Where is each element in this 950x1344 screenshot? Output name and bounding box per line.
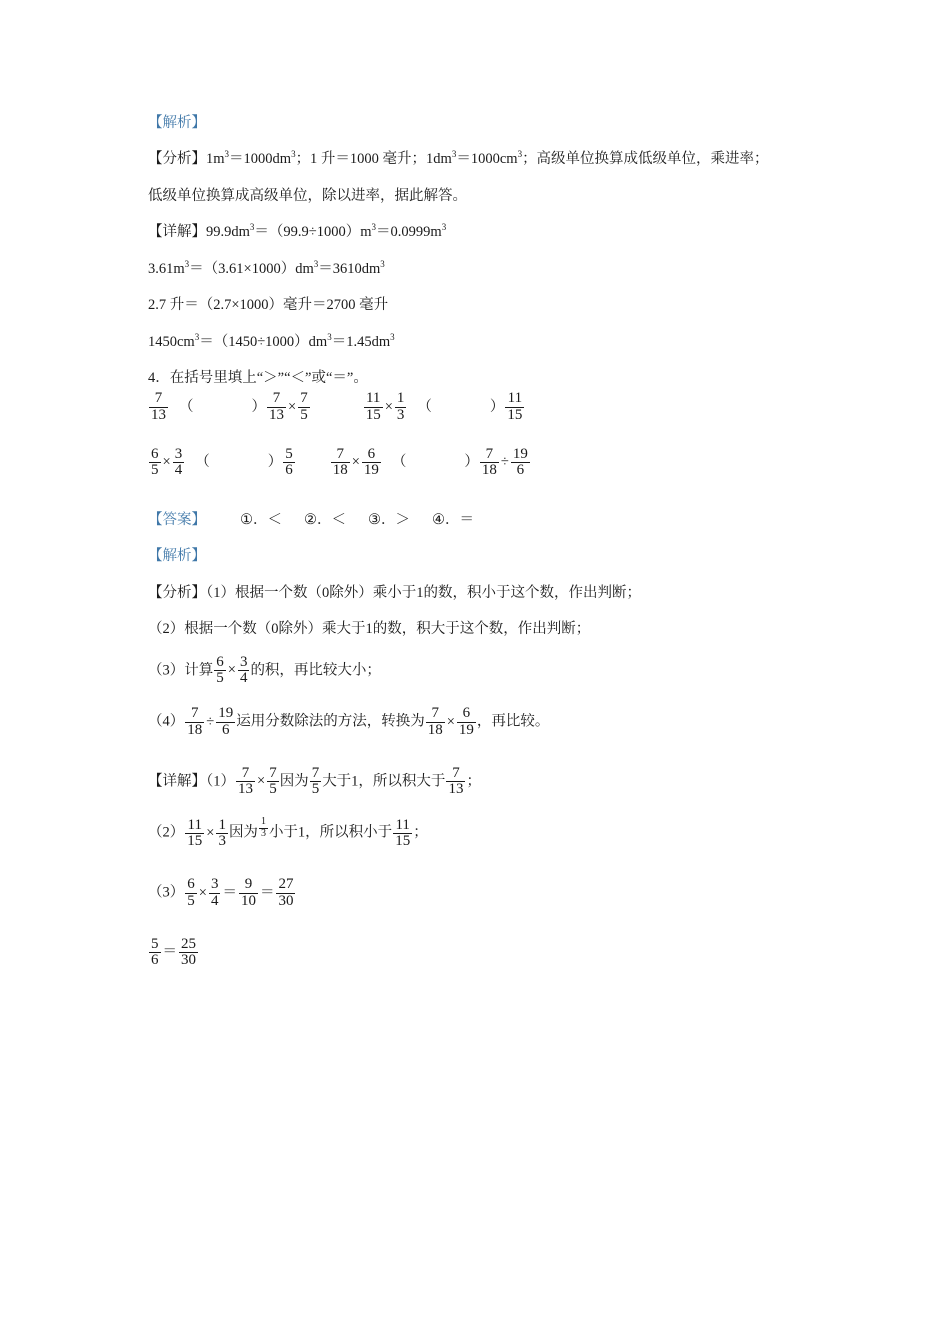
fenxi-a: 1m <box>206 151 225 168</box>
spacer <box>148 207 808 221</box>
section2-detail-4 <box>148 937 808 969</box>
q4-r2-times-1: × <box>162 454 171 471</box>
section2-fenxi-2: （2）根据一个数（0除外）乘大于1的数，积大于这个数，作出判断； <box>148 621 591 638</box>
detail2-prefix: （2） <box>148 825 185 842</box>
section1-calc3: 2.7 升＝（2.7×1000）毫升＝2700 毫升 <box>148 297 389 314</box>
denominator: 30 <box>278 892 294 909</box>
calc1-rhs-sup: 3 <box>441 222 447 233</box>
denominator: 10 <box>240 892 256 909</box>
fenxi4-frac-2 <box>216 706 235 738</box>
numerator: 11 <box>364 391 383 407</box>
detail1-suffix: ； <box>466 773 481 790</box>
detail2-suffix: ； <box>413 825 428 842</box>
numerator: 5 <box>285 445 293 462</box>
q4-r1-frac-rb <box>505 391 524 423</box>
answer-row <box>148 509 808 531</box>
numerator: 7 <box>300 390 308 407</box>
calc1-rhs: ＝0.0999m <box>376 224 442 241</box>
detail2-frac-4 <box>393 818 412 850</box>
numerator: 25 <box>181 935 196 952</box>
numerator: 7 <box>269 764 277 781</box>
denominator: 13 <box>238 781 253 798</box>
numerator: 6 <box>187 876 195 893</box>
fenxi3-prefix: （3）计算 <box>148 662 214 679</box>
answer-label-1: ①． <box>240 511 268 528</box>
numerator: 5 <box>151 935 159 952</box>
fenxi4-frac-1 <box>185 706 204 738</box>
fenxi-a-sup: 3 <box>224 149 230 160</box>
calc2-lhs-sup: 3 <box>184 259 190 270</box>
detail4-frac-1 <box>149 937 161 969</box>
q4-r2-times-2: × <box>351 454 360 471</box>
fenxi-a-eq: ＝1000dm <box>229 151 292 168</box>
calc1-lhs: 99.9dm <box>206 224 250 241</box>
q4-blank-3-open: （ <box>195 454 210 471</box>
fenxi3-frac-1 <box>214 655 226 687</box>
q4-r1-frac-l2b <box>395 391 407 423</box>
detail2-mid2: 小于1，所以积小于 <box>268 825 393 842</box>
calc1-lhs-sup: 3 <box>249 222 255 233</box>
denominator: 19 <box>363 462 379 479</box>
numerator: 3 <box>210 876 219 893</box>
fenxi-b-sup: 3 <box>451 149 457 160</box>
spacer <box>148 531 808 545</box>
denominator: 6 <box>151 952 159 969</box>
spacer <box>148 425 808 445</box>
numerator: 19 <box>218 705 234 722</box>
denominator: 5 <box>216 669 224 686</box>
fenxi4-mid: 运用分数除法的方法，转换为 <box>236 713 425 730</box>
calc2-lhs: 3.61m <box>148 260 185 277</box>
denominator: 6 <box>221 721 230 738</box>
section1-calc1 <box>148 221 808 243</box>
question4-prompt-text: 在括号里填上“＞”“＜”或“＝”。 <box>169 370 368 387</box>
q4-blank-1-close: ） <box>251 398 266 415</box>
section2-detail-1 <box>148 766 808 798</box>
answer-value-1: ＜ <box>267 511 282 528</box>
answer-item-4 <box>432 509 474 531</box>
calc2-mid-sup: 3 <box>313 259 319 270</box>
numerator: 11 <box>393 818 412 834</box>
numerator: 1 <box>260 816 266 828</box>
detail1-frac-3 <box>310 766 322 798</box>
fenxi-semi1: ；1 升＝1000 毫升；1dm <box>295 151 452 168</box>
answer-tag: 【答案】 <box>148 511 206 528</box>
detail4-eq: ＝ <box>162 944 177 961</box>
detail4-frac-2 <box>179 937 198 969</box>
q4-blank-4-open: （ <box>391 454 407 471</box>
denominator: 15 <box>187 832 203 849</box>
denominator: 5 <box>151 462 159 479</box>
q4-blank-3-close: ） <box>267 454 283 471</box>
q4-r1-frac-r1 <box>267 391 286 423</box>
denominator: 4 <box>239 669 248 686</box>
spacer <box>148 738 808 766</box>
numerator: 6 <box>151 445 159 462</box>
fenxi4-times: × <box>446 713 455 730</box>
numerator: 7 <box>267 391 286 407</box>
denominator: 4 <box>210 892 219 909</box>
q4-r1-frac-r2 <box>298 391 310 423</box>
numerator: 1 <box>396 390 405 407</box>
calc2-rhs: ＝3610dm <box>318 260 381 277</box>
q4-blank-1-open: （ <box>179 398 194 415</box>
fenxi-b-eq: ＝1000cm <box>456 151 518 168</box>
denominator: 15 <box>395 832 411 849</box>
numerator: 11 <box>185 818 204 834</box>
detail3-prefix: （3） <box>148 884 185 901</box>
spacer <box>148 909 808 937</box>
numerator: 7 <box>446 766 465 782</box>
fenxi3-times: × <box>227 662 236 679</box>
detail3-eq-2: ＝ <box>259 884 275 901</box>
q4-r2-frac-r <box>283 447 295 479</box>
calc4-lhs: 1450cm <box>148 333 195 350</box>
detail1-times: × <box>257 773 266 790</box>
section2-detail-2 <box>148 817 808 849</box>
fenxi4-div: ÷ <box>206 713 215 730</box>
q4-r2-frac-l1b <box>331 447 350 479</box>
section1-fenxi-line1 <box>148 148 808 170</box>
denominator: 18 <box>427 721 443 738</box>
denominator: 5 <box>269 781 277 798</box>
calc4-mid: ＝（1450÷1000）dm <box>199 333 328 350</box>
spacer <box>148 353 808 367</box>
detail3-times: × <box>198 884 207 901</box>
document-content <box>148 112 808 968</box>
numerator: 19 <box>512 445 528 462</box>
fenxi4-suffix: ，再比较。 <box>476 713 550 730</box>
answer-label-4: ④． <box>432 511 460 528</box>
spacer <box>148 481 808 509</box>
detail3-frac-2 <box>209 877 221 909</box>
denominator: 3 <box>396 406 405 423</box>
section1-jiexi-tag: 【解析】 <box>148 115 206 131</box>
spacer <box>148 849 808 877</box>
calc4-lhs-sup: 3 <box>194 331 200 342</box>
denominator: 18 <box>332 462 348 479</box>
answer-item-2 <box>304 509 346 531</box>
section2-fenxi-1 <box>148 582 808 604</box>
spacer <box>148 568 808 582</box>
numerator: 9 <box>239 877 258 893</box>
denominator: 19 <box>458 721 474 738</box>
denominator: 15 <box>365 406 381 423</box>
calc1-mid-sup: 3 <box>371 222 377 233</box>
section2-fenxi-4 <box>148 706 808 738</box>
numerator: 7 <box>331 447 350 463</box>
detail2-times: × <box>206 825 215 842</box>
denominator: 6 <box>516 462 525 479</box>
numerator: 6 <box>362 447 381 463</box>
numerator: 3 <box>239 653 248 670</box>
section2-fenxi-1-text: （1）根据一个数（0除外）乘小于1的数，积小于这个数，作出判断； <box>206 584 641 601</box>
spacer <box>148 797 808 817</box>
denominator: 6 <box>285 462 293 479</box>
q4-r2-div: ÷ <box>500 454 509 471</box>
question4-prompt <box>148 367 808 389</box>
q4-blank-2-open: （ <box>417 398 432 415</box>
denominator: 5 <box>300 406 308 423</box>
denominator: 18 <box>481 462 497 479</box>
denominator: 4 <box>174 462 183 479</box>
fenxi3-suffix: 的积，再比较大小； <box>250 662 381 679</box>
answer-value-4: ＝ <box>459 511 474 528</box>
q4-r2-frac-r2b <box>511 447 530 479</box>
detail1-mid2: 大于1，所以积大于 <box>322 773 446 790</box>
numerator: 1 <box>218 816 226 833</box>
fenxi3-frac-2 <box>238 655 250 687</box>
spacer <box>148 686 808 706</box>
detail1-mid: 因为 <box>279 773 309 790</box>
section2-fenxi-tag: 【分析】 <box>148 584 206 601</box>
denominator: 5 <box>187 892 195 909</box>
detail1-prefix: （1） <box>206 773 235 790</box>
section1-calc4 <box>148 331 808 353</box>
answer-label-2: ②． <box>304 511 332 528</box>
numerator: 27 <box>278 876 294 893</box>
q4-r1-times-2: × <box>384 398 393 415</box>
calc4-mid-sup: 3 <box>327 331 332 342</box>
denominator: 3 <box>260 827 266 839</box>
section2-jiexi-tag: 【解析】 <box>148 548 206 565</box>
fenxi-a-sup2: 3 <box>291 149 296 160</box>
denominator: 13 <box>151 406 166 423</box>
calc4-rhs-sup: 3 <box>390 331 395 342</box>
answer-value-2: ＜ <box>331 511 346 528</box>
q4-r1-times-1: × <box>288 398 297 415</box>
calc2-rhs-sup: 3 <box>380 259 385 270</box>
detail3-frac-1 <box>185 877 197 909</box>
spacer <box>148 171 808 185</box>
fenxi4-frac-3 <box>426 706 445 738</box>
spacer <box>148 641 808 655</box>
detail3-frac-4 <box>276 877 295 909</box>
denominator: 13 <box>269 406 284 423</box>
q4-r2-frac-l1 <box>149 447 161 479</box>
q4-blank-4-close: ） <box>464 454 479 471</box>
q4-r2-frac-l2b <box>362 447 381 479</box>
fenxi4-frac-4 <box>457 706 476 738</box>
detail2-mid: 因为 <box>228 825 258 842</box>
q4-r1-frac-left <box>149 391 168 423</box>
q4-r1-frac-l1b <box>364 391 383 423</box>
calc4-rhs: ＝1.45dm <box>331 333 391 350</box>
denominator: 3 <box>218 832 226 849</box>
denominator: 15 <box>507 406 523 423</box>
detail1-frac-1 <box>236 766 255 798</box>
section2-fenxi-3 <box>148 655 808 687</box>
question4-row2 <box>148 445 808 481</box>
numerator: 7 <box>426 706 445 722</box>
denominator: 30 <box>181 952 196 969</box>
spacer <box>148 604 808 618</box>
denominator: 18 <box>187 721 203 738</box>
calc2-mid: ＝（3.61×1000）dm <box>189 260 314 277</box>
q4-r2-frac-l2 <box>173 447 185 479</box>
detail2-frac-3 <box>259 817 268 838</box>
spacer <box>148 244 808 258</box>
numerator: 11 <box>505 391 524 407</box>
fenxi-b-sup2: 3 <box>517 149 523 160</box>
denominator: 13 <box>448 781 464 798</box>
section1-fenxi-line2: 低级单位换算成高级单位，除以进率，据此解答。 <box>148 187 467 204</box>
spacer <box>148 280 808 294</box>
numerator: 7 <box>311 764 320 781</box>
section1-xiangjie-tag: 【详解】 <box>148 224 206 241</box>
section1-fenxi-tag: 【分析】 <box>148 151 206 168</box>
question4-row1 <box>148 390 808 426</box>
answer-value-3: ＞ <box>395 511 410 528</box>
section1-calc2 <box>148 258 808 280</box>
answer-item-3 <box>368 509 410 531</box>
fenxi-tail: ；高级单位换算成低级单位，乘进率； <box>522 151 769 168</box>
answer-label-3: ③． <box>368 511 396 528</box>
numerator: 7 <box>149 391 168 407</box>
calc1-mid: ＝（99.9÷1000）m <box>254 224 372 241</box>
detail3-frac-3 <box>239 877 258 909</box>
numerator: 7 <box>480 447 499 463</box>
detail1-frac-2 <box>267 766 279 798</box>
spacer <box>148 134 808 148</box>
question4-number: 4． <box>148 370 170 387</box>
q4-r2-frac-r1b <box>480 447 499 479</box>
numerator: 6 <box>457 706 476 722</box>
detail3-eq-1: ＝ <box>222 884 237 901</box>
detail1-frac-4 <box>446 766 465 798</box>
numerator: 7 <box>236 766 255 782</box>
spacer <box>148 317 808 331</box>
numerator: 7 <box>185 706 204 722</box>
fenxi4-prefix: （4） <box>148 713 185 730</box>
detail2-frac-1 <box>185 818 204 850</box>
denominator: 5 <box>311 781 320 798</box>
q4-blank-2-close: ） <box>489 398 505 415</box>
section2-detail-3 <box>148 877 808 909</box>
detail2-frac-2 <box>216 818 228 850</box>
numerator: 3 <box>174 445 183 462</box>
numerator: 6 <box>216 653 224 670</box>
answer-item-1 <box>240 509 282 531</box>
section2-xiangjie-tag: 【详解】 <box>148 773 206 790</box>
